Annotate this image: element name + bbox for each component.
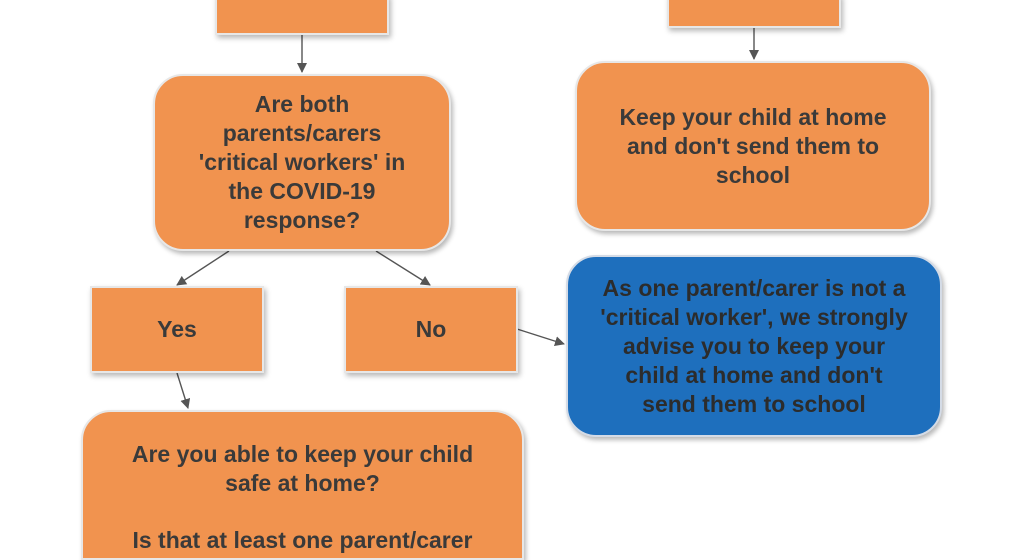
safe-at-home-text-cut: Is that at least one parent/carer (132, 527, 473, 553)
critical-workers-question-box (153, 74, 451, 251)
top-right-box (667, 0, 841, 28)
no-box (344, 286, 518, 373)
no-label: No (415, 316, 447, 342)
strongly-advise-text: As one parent/carer is not a 'critical worker', we strongly advise you to keep your child at home and don't send them to school (600, 274, 908, 417)
safe-at-home-box (81, 410, 524, 560)
critical-workers-question-text: Are both parents/carers 'critical workers' in the COVID-19 response? (198, 91, 406, 233)
keep-home-text: Keep your child at home and don't send them to school (619, 103, 887, 188)
arrow-question-to-yes (177, 251, 229, 285)
arrow-question-to-no (376, 251, 430, 285)
safe-at-home-text: Are you able to keep your child safe at home? (131, 441, 474, 496)
yes-label: Yes (157, 316, 197, 342)
top-left-box (215, 0, 389, 35)
arrow-yes-to-safe-question (177, 373, 188, 408)
arrow-no-to-advise (517, 329, 564, 344)
strongly-advise-box (566, 255, 942, 437)
keep-home-box (575, 61, 931, 231)
yes-box (90, 286, 264, 373)
